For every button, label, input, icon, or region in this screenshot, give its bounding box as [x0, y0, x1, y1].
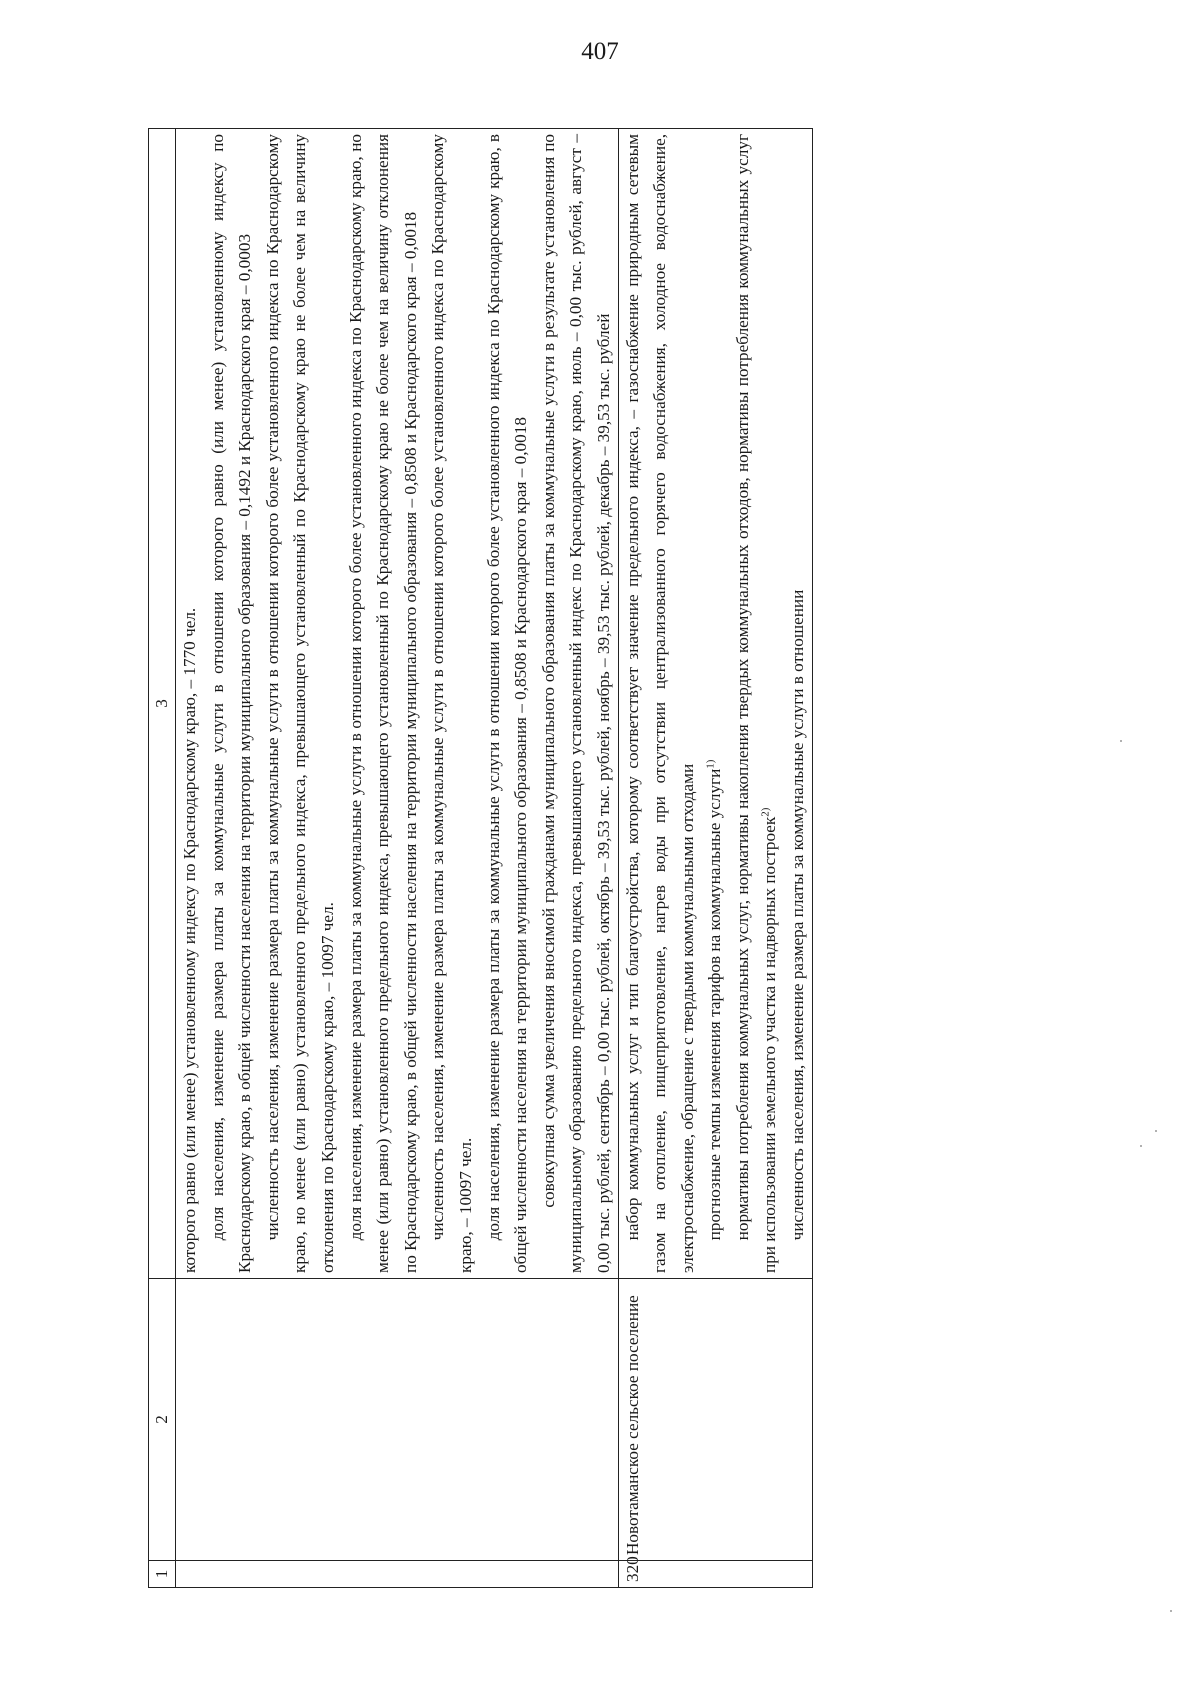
paragraph: набор коммунальных услуг и тип благоустройства, которому соответствует значение предельного индекса, – газоснабжение природным сетевым газом на отопление, пищеприготовление, нагрев воды при отсутствии централизованного горячего водоснабжения, холодное водоснабжение, электроснабжение, обращение с твердыми коммунальными отходами — [622, 134, 697, 1273]
rotated-table-wrapper — [148, 128, 1048, 1588]
paragraph: которого равно (или менее) установленному индексу по Краснодарскому краю, – 1770 чел. — [180, 607, 199, 1273]
paragraph: доля населения, изменение размера платы за коммунальные услуги в отношении которого равно (или менее) установленному индексу по Краснодарскому краю, в общей численности населения на территории муниципального образования – 0,1492 и Краснодарского края – 0,0003 — [207, 134, 255, 1273]
table-row-320 — [618, 129, 812, 1588]
document-table — [148, 128, 813, 1588]
header-col-3: 3 — [149, 129, 176, 1279]
continued-row-name-cell — [176, 1279, 619, 1561]
paragraph-text: нормативы потребления коммунальных услуг, нормативы накопления твердых коммунальных отходов, нормативы потребления коммунальных услуг при использовании земельного участка и надворных построек — [732, 134, 780, 1273]
settlement-name: Новотаманское сельское поселение — [618, 1279, 812, 1561]
scan-noise — [1140, 1145, 1142, 1147]
paragraph-text: прогнозные темпы изменения тарифов на коммунальные услуги — [705, 768, 725, 1241]
footnote-marker: 1) — [704, 759, 717, 769]
paragraph: доля населения, изменение размера платы за коммунальные услуги в отношении которого более установленного индекса по Краснодарскому краю, но менее (или равно) установленного предельного индекса, превышающего установленный по Краснодарскому краю не более чем на величину отклонения по Краснодарскому краю, в общей численности населения на территории муниципального образования – 0,8508 и Краснодарского края – 0,0018 — [345, 134, 420, 1273]
scan-noise — [1120, 740, 1122, 742]
scan-noise — [1155, 1130, 1157, 1132]
paragraph: численность населения, изменение размера платы за коммунальные услуги в отношении которого более установленного индекса по Краснодарскому краю, – 10097 чел. — [428, 134, 475, 1273]
paragraph: численность населения, изменение размера платы за коммунальные услуги в отношении которого более установленного индекса по Краснодарскому краю, но менее (или равно) установленного предельного индекса, превышающего установленный по Краснодарскому краю не более чем на величину отклонения по Краснодарскому краю, – 10097 чел. — [262, 134, 337, 1273]
paragraph — [729, 134, 784, 1273]
row-number: 320 — [618, 1561, 812, 1588]
paragraph: совокупная сумма увеличения вносимой гражданами муниципального образования платы за коммунальные услуги в результате установления по муниципальному образованию предельного индекса, превышающего установленный индекс по Краснодарскому краю, июль – 0,00 тыс. рублей, август – 0,00 тыс. рублей, сентябрь – 0,00 тыс. рублей, октябрь – 39,53 тыс. рублей, ноябрь – 39,53 тыс. рублей, декабрь – 39,53 тыс. рублей — [538, 134, 613, 1273]
table-row-continued — [176, 129, 619, 1588]
header-col-1: 1 — [149, 1561, 176, 1588]
page-number: 407 — [581, 38, 619, 65]
scan-noise — [1170, 1610, 1172, 1612]
header-col-2: 2 — [149, 1279, 176, 1561]
paragraph — [701, 134, 729, 1273]
row-320-description-cell — [618, 129, 812, 1279]
paragraph: доля населения, изменение размера платы за коммунальные услуги в отношении которого более установленного индекса по Краснодарскому краю, в общей численности населения на территории муниципального образования – 0,8508 и Краснодарского края – 0,0018 — [483, 134, 531, 1273]
continued-row-description-cell — [176, 129, 619, 1279]
continued-row-number-cell — [176, 1561, 619, 1588]
paragraph: численность населения, изменение размера платы за коммунальные услуги в отношении — [788, 589, 808, 1241]
footnote-marker: 2) — [759, 807, 772, 817]
table-header-row — [149, 129, 176, 1588]
